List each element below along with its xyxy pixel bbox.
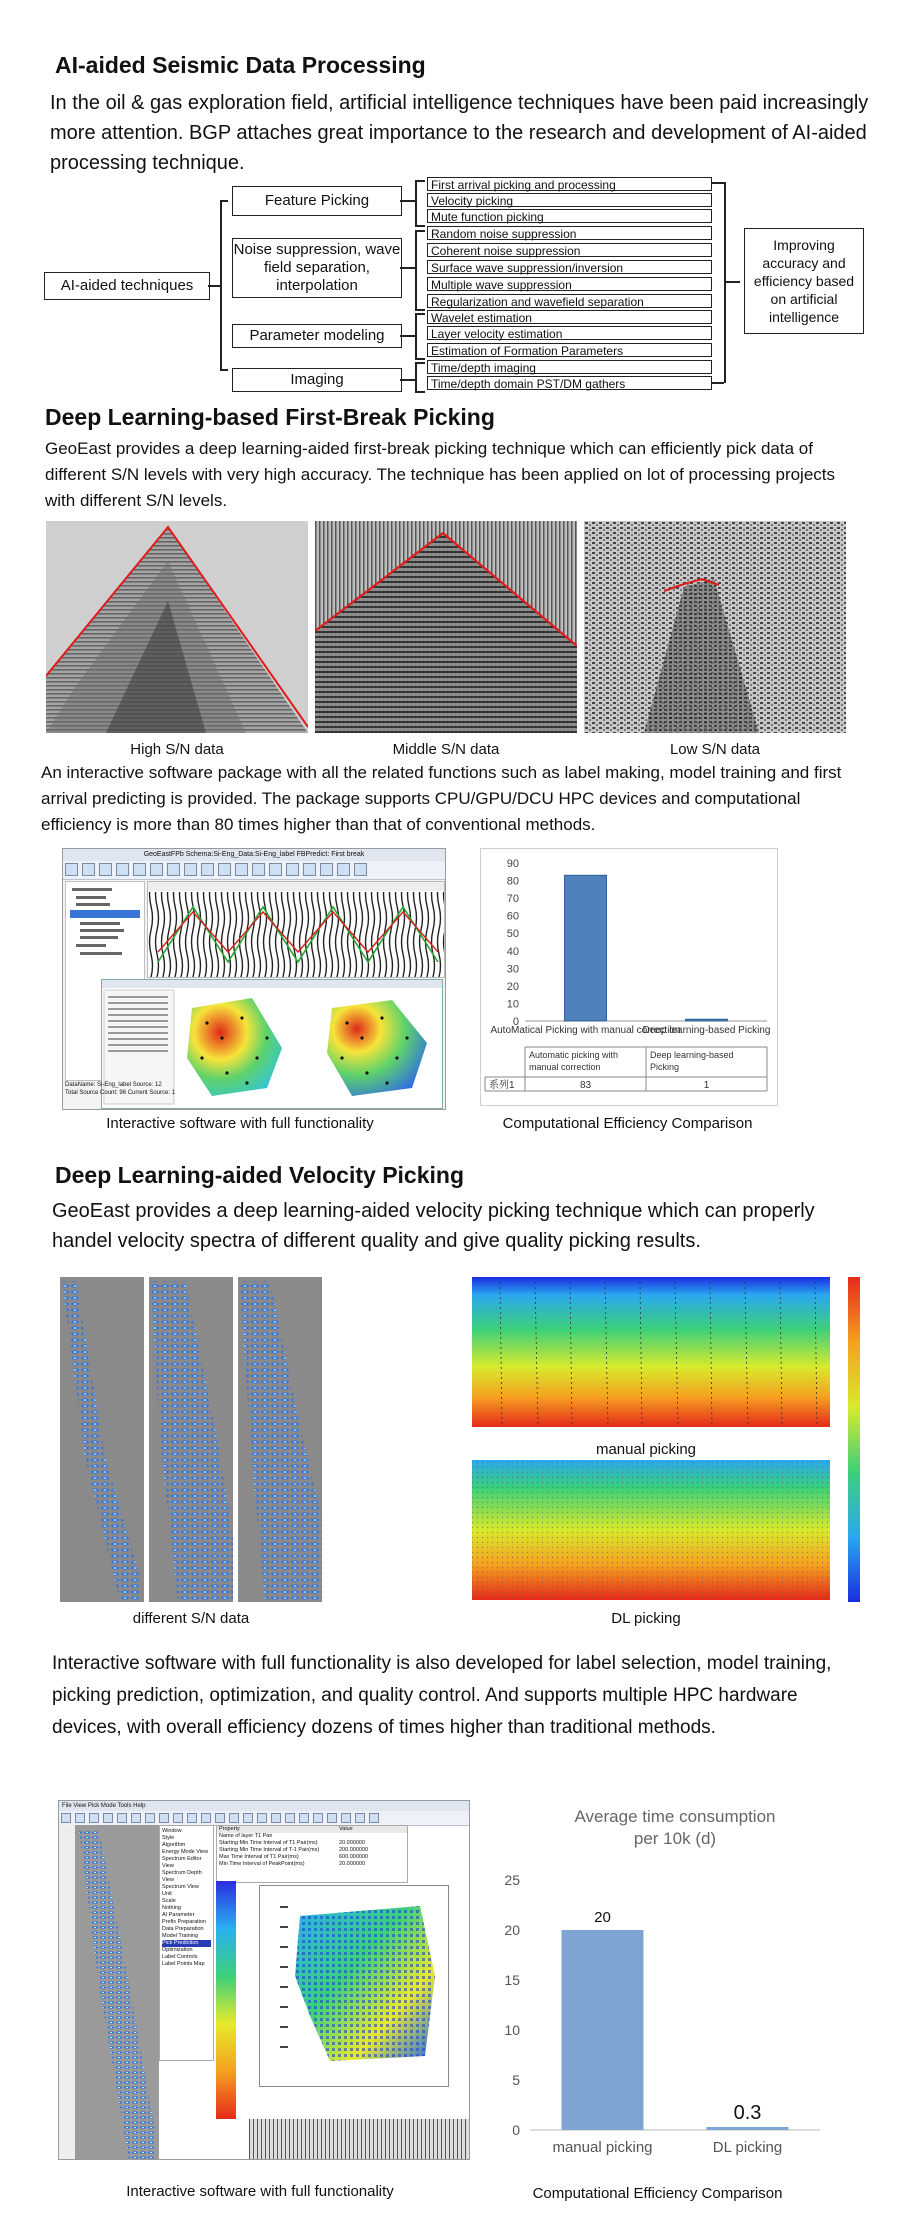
software2-menu-bar: File View Pick Mode Tools Help [59, 1801, 469, 1812]
caption-different-sn: different S/N data [132, 1610, 250, 1627]
x-tick-label: manual picking [552, 2139, 653, 2156]
y-tick-label: 70 [506, 893, 519, 906]
chart-title-line2: per 10k (d) [633, 1829, 717, 1848]
diagram-item: Random noise suppression [427, 226, 712, 240]
menu-item[interactable]: Style [162, 1835, 175, 1841]
section2-desc: An interactive software package with all the related functions such as label making, model training and first arrival predicting is provided. The package supports CPU/GPU/DCU HPC devices and computational efficiency is more than 80 times higher than that of conventional methods. [41, 763, 842, 834]
y-tick-label: 40 [506, 945, 519, 958]
diagram-item: Mute function picking [427, 209, 712, 223]
menu-item[interactable]: Data Preparation [162, 1926, 204, 1932]
menu-item[interactable]: Energy Mode View [162, 1849, 209, 1855]
software-footer-2: Total Source Count: 96 Current Source: 1 [65, 1090, 176, 1096]
table-series-name: 系列1 [489, 1080, 515, 1091]
y-tick-label: 30 [506, 963, 519, 976]
prop-value[interactable]: 20.000000 [339, 1861, 365, 1867]
table-header: Automatic picking with [529, 1050, 619, 1060]
props-header-value: Value [339, 1826, 353, 1832]
category-imaging: Imaging [232, 368, 402, 392]
panel-label-high: High S/N data [130, 741, 224, 758]
section2-title: Deep Learning-based First-Break Picking [45, 404, 495, 430]
panel-label-middle: Middle S/N data [392, 741, 500, 758]
y-tick-label: 0 [512, 1016, 519, 1028]
prop-name: Starting Min Time Interval of T-1 Pair(ms) [219, 1847, 320, 1853]
table-value: 1 [703, 1080, 710, 1091]
caption-efficiency-1: Computational Efficiency Comparison [502, 1115, 753, 1132]
panel-label-low: Low S/N data [669, 741, 761, 758]
x-tick-label: AutoMatical Picking with manual correction [490, 1025, 681, 1036]
caption-efficiency-2: Computational Efficiency Comparison [532, 2185, 783, 2202]
diagram-item: Surface wave suppression/inversion [427, 260, 712, 274]
y-tick-label: 10 [506, 998, 519, 1011]
props-header-property: Property [219, 1826, 240, 1832]
diagram-item: Wavelet estimation [427, 310, 712, 324]
menu-item[interactable]: Nothing [162, 1905, 181, 1911]
x-tick-label: Deep learning-based Picking [642, 1025, 771, 1036]
menu-item[interactable]: Spectrum Editor View [162, 1856, 202, 1869]
seismic-strip [249, 2119, 469, 2159]
efficiency-chart-2 [490, 1800, 830, 2160]
manual-picking-panel [460, 1277, 832, 1439]
prop-name: Min Time Interval of PeakPoint(ms) [219, 1861, 305, 1867]
caption-dl-picking: DL picking [611, 1610, 681, 1627]
seismic-panel-middle [315, 521, 577, 733]
section1-title: AI-aided Seismic Data Processing [55, 52, 426, 78]
data-label: 0.3 [733, 2102, 762, 2124]
section1-intro: In the oil & gas exploration field, artificial intelligence techniques have been paid increasingly more attention. BGP attaches great importance to the research and development of AI-aided processing technique. [50, 92, 869, 174]
seismic-gather-view[interactable] [147, 881, 445, 978]
prop-name: Max Time Interval of T1 Pair(ms) [219, 1854, 299, 1860]
section3-desc: Interactive software with full functionality is also developed for label selection, model training, picking prediction, optimization, and quality control. And supports multiple HPC hardware devices, with overall efficiency dozens of times higher than traditional methods. [52, 1653, 832, 1738]
bar [686, 1019, 728, 1021]
dl-picking-panel [460, 1460, 832, 1606]
chart1-svg [481, 849, 777, 1105]
seismic-panel-high [46, 521, 308, 733]
menu-item[interactable]: Prefix Preparation [162, 1919, 207, 1925]
velocity-spectra-panels [60, 1277, 322, 1602]
x-tick-label: DL picking [712, 2139, 783, 2156]
software-title-bar: GeoEastFPb Schema:Si-Eng_Data:Si-Eng_label FBPredict: First break [63, 849, 445, 862]
table-value: 83 [579, 1080, 592, 1091]
color-scale-bar [848, 1277, 860, 1602]
diagram-item: Coherent noise suppression [427, 243, 712, 257]
bar [565, 875, 607, 1021]
diagram-item: Regularization and wavefield separation [427, 294, 712, 308]
techniques-diagram [0, 170, 900, 400]
seismic-panel-low [584, 521, 846, 733]
menu-item[interactable]: Unit [162, 1891, 172, 1897]
software2-toolbar [59, 1811, 469, 1826]
velocity-track-view[interactable] [59, 1825, 159, 2159]
software-footer-1: DataName: Si-Eng_label Source: 12 [65, 1082, 162, 1088]
y-tick-label: 20 [504, 1922, 520, 1938]
y-tick-label: 60 [506, 910, 519, 923]
velocity-software-screenshot [58, 1800, 470, 2160]
section3-intro: GeoEast provides a deep learning-aided velocity picking technique which can properly handel velocity spectra of different quality and give quality picking results. [52, 1200, 815, 1252]
prop-value[interactable]: 200.000000 [339, 1847, 369, 1853]
menu-item[interactable]: AI Parameter [162, 1912, 195, 1918]
efficiency-chart-1 [480, 848, 778, 1106]
label-points-map[interactable] [259, 1885, 449, 2087]
menu-item[interactable]: Pick Prediction [162, 1940, 211, 1947]
menu-item[interactable]: Model Training [162, 1933, 199, 1939]
diagram-item: Time/depth domain PST/DM gathers [427, 376, 712, 390]
y-tick-label: 20 [506, 980, 519, 993]
caption-software-2: Interactive software with full functionality [126, 2183, 394, 2200]
bar [707, 2127, 789, 2130]
y-tick-label: 90 [506, 858, 519, 870]
menu-item[interactable]: Window [162, 1828, 182, 1834]
table-header: Deep learning-based [650, 1050, 734, 1060]
menu-item[interactable]: Scale [162, 1898, 176, 1904]
data-label: 20 [594, 1909, 611, 1926]
diagram-item: Layer velocity estimation [427, 326, 712, 340]
y-tick-label: 0 [512, 2122, 520, 2138]
ai-menu-panel[interactable] [159, 1825, 214, 2061]
chart-title-line1: Average time consumption [574, 1807, 776, 1826]
category-feature-picking: Feature Picking [232, 186, 402, 216]
chart2-svg [490, 1800, 830, 2160]
prop-name: Name of layer T1 Pair [219, 1833, 273, 1839]
y-tick-label: 50 [506, 928, 519, 941]
bar [562, 1930, 644, 2130]
diagram-root: AI-aided techniques [44, 272, 210, 300]
menu-item[interactable]: Algorithm [162, 1842, 186, 1848]
diagram-result: Improving accuracy and efficiency based on artificial intelligence [744, 228, 864, 334]
diagram-item: Estimation of Formation Parameters [427, 343, 712, 357]
software2-color-bar [216, 1881, 236, 2119]
prop-value[interactable]: 20.000000 [339, 1840, 365, 1846]
menu-item[interactable]: Spectrum View [162, 1884, 199, 1890]
diagram-item: Time/depth imaging [427, 360, 712, 374]
section2-intro: GeoEast provides a deep learning-aided first-break picking technique which can efficiently pick data of different S/N levels with very high accuracy. The technique has been applied on lot of processing projects with different S/N levels. [45, 439, 836, 510]
menu-item[interactable]: Spectrum Depth View [162, 1870, 202, 1883]
diagram-item: Multiple wave suppression [427, 277, 712, 291]
table-header: manual correction [529, 1062, 601, 1072]
category-noise-suppression: Noise suppression, wave field separation, interpolation [232, 238, 402, 298]
category-parameter-modeling: Parameter modeling [232, 324, 402, 348]
y-tick-label: 25 [504, 1872, 520, 1888]
first-break-software-screenshot [62, 848, 446, 1110]
caption-manual-picking: manual picking [595, 1441, 697, 1458]
y-tick-label: 80 [506, 875, 519, 888]
y-tick-label: 5 [512, 2072, 520, 2088]
y-tick-label: 15 [504, 1972, 520, 1988]
section3-title: Deep Learning-aided Velocity Picking [55, 1162, 465, 1188]
caption-software-1: Interactive software with full functionality [106, 1115, 374, 1132]
diagram-item: First arrival picking and processing [427, 177, 712, 191]
menu-item[interactable]: Label Controls [162, 1954, 198, 1960]
diagram-item: Velocity picking [427, 193, 712, 207]
menu-item[interactable]: Optimization [162, 1947, 193, 1953]
prop-name: Starting Min Time Interval of T1 Pair(ms) [219, 1840, 318, 1846]
properties-table[interactable] [216, 1825, 408, 1883]
menu-item[interactable]: Label Points Map [162, 1961, 205, 1967]
software-toolbar [63, 861, 445, 880]
table-header: Picking [650, 1062, 680, 1072]
y-tick-label: 10 [504, 2022, 520, 2038]
prop-value[interactable]: 600.000000 [339, 1854, 369, 1860]
